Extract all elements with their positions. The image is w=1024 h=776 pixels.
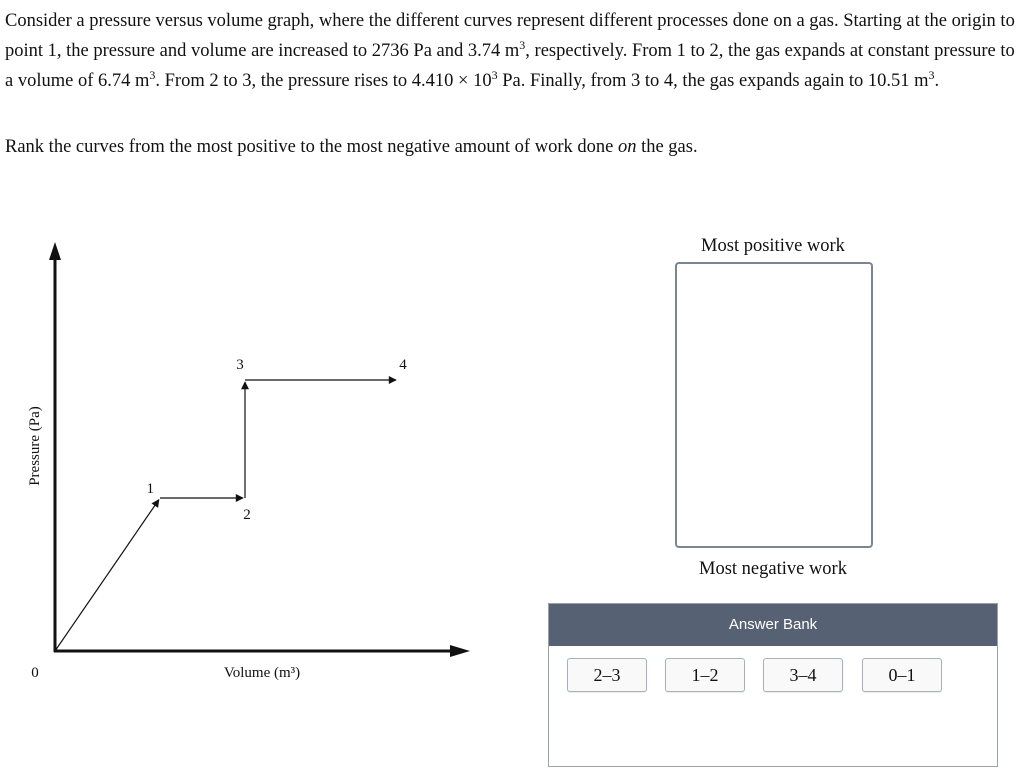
question-part-b: , respectively. From 1 to 2, the gas expands at constant pressure to a volume of 6.74 m (5, 41, 1015, 91)
superscript: 3 (149, 68, 156, 82)
answer-bank-title: Answer Bank (549, 604, 997, 646)
rank-instruction-emphasis: on (617, 137, 637, 157)
y-axis-label: Pressure (Pa) (27, 406, 43, 486)
question-part-c: . From 2 to 3, the pressure rises to 4.410 × 10 (155, 71, 492, 91)
ranking-drop-zone[interactable] (675, 262, 873, 548)
answer-chip-2-3[interactable]: 2–3 (567, 658, 647, 692)
question-text (5, 6, 1020, 96)
rank-instruction (5, 132, 698, 162)
x-axis-arrowhead (450, 645, 470, 657)
point-label-3: 3 (236, 357, 244, 373)
y-axis-arrowhead (49, 242, 61, 260)
point-label-2: 2 (243, 507, 251, 523)
pv-graph (0, 230, 520, 700)
most-positive-label: Most positive work (701, 236, 845, 256)
answer-chip-1-2[interactable]: 1–2 (665, 658, 745, 692)
superscript: 3 (928, 68, 935, 82)
process-0-1-line (55, 500, 159, 651)
x-axis-label: Volume (m³) (223, 665, 301, 681)
rank-instruction-part-b: the gas. (636, 137, 698, 157)
answer-bank (548, 603, 998, 767)
answer-chip-3-4[interactable]: 3–4 (763, 658, 843, 692)
question-part-e: . (934, 71, 940, 91)
superscript: 3 (519, 38, 526, 52)
rank-instruction-part-a: Rank the curves from the most positive to the most negative amount of work done (5, 137, 618, 157)
superscript: 3 (491, 68, 498, 82)
question-part-a: Consider a pressure versus volume graph, where the different curves represent different processes done on a gas. Starting at the origin to point 1, the pressure and volume are increased to 2736 Pa and 3.74 m (5, 11, 1015, 61)
most-negative-label: Most negative work (699, 559, 847, 579)
question-part-d: Pa. Finally, from 3 to 4, the gas expands again to 10.51 m (497, 71, 929, 91)
point-label-4: 4 (399, 357, 407, 373)
origin-label: 0 (31, 665, 39, 681)
answer-chip-0-1[interactable]: 0–1 (862, 658, 942, 692)
point-label-1: 1 (146, 481, 154, 497)
